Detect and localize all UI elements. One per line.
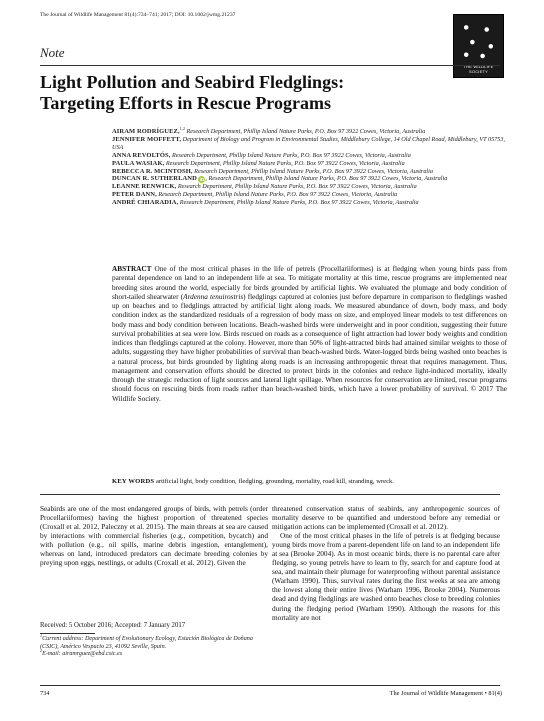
footnote-1-sup: 1 (40, 633, 43, 638)
title-line-1: Light Pollution and Seabird Fledglings: (40, 72, 345, 92)
footnote-1 (40, 633, 265, 654)
author-entry (112, 152, 507, 160)
title-line-2: Targeting Efforts in Rescue Programs (40, 93, 331, 113)
mid-divider (40, 494, 500, 495)
author-affiliation: , Research Department, Phillip Island Nature Parks, P.O. Box 97 3922 Cowes, Victoria, Australia (205, 175, 448, 183)
footnote-2 (40, 648, 265, 659)
article-title (40, 72, 440, 114)
body-paragraph: One of the most critical phases in the life of petrels is at fledging because young birds move from a parent-dependent life on land to an independent life at sea (Brooke 2004). As in most oceanic birds, there is no parental care after fledging, so young petrels have to learn to fly, search for and capture food at sea, and maintain their plumage for waterproofing without parental assistance (Warham 1990). Thus, survival rates during the first weeks at sea are among the lowest along their entire lives (Warham 1996, Brooke 2004). Numerous dead and dying fledglings are washed onto beaches close to breeding colonies during the fledging period (Warham 1990). Although the reasons for this mortality are not (272, 531, 500, 622)
author-affiliation: Research Department, Phillip Island Nature Parks, P.O. Box 97 3922 Cowes, Victoria, Australia (158, 191, 398, 199)
author-entry (112, 175, 507, 183)
author-name: PAULA WASIAK, (112, 159, 165, 167)
author-name: PETER DANN, (112, 191, 157, 199)
author-affiliation: Research Department, Phillip Island Nature Parks, P.O. Box 97 3922 Cowes, Victoria, Australia (179, 199, 419, 207)
author-list (112, 128, 507, 207)
footnote-2-text: E-mail: airamrguez@ebd.csic.es (42, 651, 123, 658)
top-divider (40, 65, 500, 66)
orcid-icon[interactable]: iD (199, 177, 205, 183)
abstract-text-1: One of the most critical phases in the life of petrels (Procellariiformes) is at fledging when young birds pass from parental dependence on land to an independent life at sea. To mitigate mortality at this time, rescue programs are implemented near breeding sites around the world, especially for birds grounded by artificial lights. We evaluated the plumage and body condition of short-tailed shearwater ( (112, 265, 508, 301)
logo-pattern (458, 19, 499, 61)
author-name: LEANNE RENWICK, (112, 183, 177, 191)
logo-label: THE WILDLIFE SOCIETY (463, 64, 494, 74)
abstract-text-2: ) fledglings captured at colonies just before departure in comparison to fledglings washed up on beaches and to fledglings attracted by artificial light along roads. We measured abundance of down, body mass, and body condition index as the standardized residuals of a regression of body mass on size, and employed linear models to test differences on body mass and body condition between locations. Beach-washed birds were underweight and in poor condition, suggesting their future survival probabilities at sea were low. Birds rescued on roads as a consequence of light attraction had lower body weights and condition indices than fledglings captured at the colony. However, more than 50% of light-attracted birds had attained similar weights to those of adults, suggesting they have higher probabilities of survival than beach-washed birds. Water-logged birds being washed onto beaches is a natural process, but birds grounded by lighting along roads is an increasing anthropogenic threat that requires management. Thus, management and conservation efforts should be directed to protect birds in the colonies and reduce light-induced mortality, ideally through the strategic reduction of light sources and lateral light spillage. When resources for conservation are limited, rescue programs should focus on rescuing birds from roads rather than beach-washed birds, which have a lower probability of survival. © 2017 The Wildlife Society. (112, 292, 507, 403)
abstract-label: ABSTRACT (112, 265, 152, 273)
author-entry (112, 183, 507, 191)
author-entry (112, 199, 507, 207)
author-affiliation: Research Department, Phillip Island Nature Parks, P.O. Box 97 3922 Cowes, Victoria, Australia (165, 159, 405, 167)
received-dates: Received: 5 October 2016; Accepted: 7 January 2017 (40, 622, 186, 629)
author-name: REBECCA R. MCINTOSH, (112, 167, 193, 175)
body-paragraph: Seabirds are one of the most endangered groups of birds, with petrels (order Procellariiformes) having the highest proportion of threatened species (Croxall et al. 2012, Paleczny et al. 2015). The main threats at sea are caused by interactions with commercial fisheries (e.g., competition, bycatch) and with pollution (e.g., oil spills, marine debris ingestion, entanglement), whereas on land, introduced predators can decimate breeding colonies by preying upon eggs, nestlings, or adults (Croxall et al. 2012). Given the (40, 504, 268, 568)
author-name: ANNA REVOLTÓS, (112, 151, 171, 159)
author-entry (112, 168, 507, 176)
species-name: Ardenna tenuirostris (183, 292, 244, 301)
body-column-right (272, 504, 500, 622)
author-entry (112, 136, 507, 152)
author-affiliation: Research Department, Phillip Island Nature Parks, P.O. Box 97 3922 Cowes, Victoria, Australia (194, 167, 433, 175)
author-sup: 1,2 (179, 126, 185, 131)
body-column-left (40, 504, 268, 567)
author-affiliation: Department of Biology and Program in Environmental Studies, Middlebury College, 14 Old Chapel Road, Middlebury, VT 05753, USA (112, 135, 506, 151)
footnote-divider (40, 633, 95, 634)
author-name: ANDRÉ CHIARADIA, (112, 199, 179, 207)
keywords-text: artificial light, body condition, fledgling, grounding, mortality, road kill, stranding, wreck. (155, 478, 394, 485)
author-name: JENNIFER MOFFETT, (112, 135, 182, 143)
footer-divider (40, 685, 500, 686)
page-number: 734 (40, 690, 50, 697)
footnotes (40, 633, 265, 659)
wildlife-society-logo-icon (453, 14, 504, 78)
keywords (112, 477, 507, 486)
author-name: AIRAM RODRÍGUEZ, (112, 128, 180, 135)
article-type: Note (40, 45, 65, 60)
keywords-label: KEY WORDS (112, 478, 155, 485)
author-affiliation: Research Department, Phillip Island Nature Parks, P.O. Box 97 3922 Cowes, Victoria, Australia (177, 183, 417, 191)
journal-citation: The Journal of Wildlife Management 81(4):734–741; 2017; DOI: 10.1002/jwmg.21237 (40, 12, 236, 18)
footnote-2-sup: 2 (40, 648, 43, 654)
footnote-1-text: Current address: Department of Evolutionary Ecology, Estación Biológica de Doñana (CSIC), Américo Vespucio 23, 41092 Seville, Spain. (40, 636, 253, 650)
author-affiliation: Research Department, Phillip Island Nature Parks, P.O. Box 97 3922 Cowes, Victoria, Australia (186, 128, 426, 135)
footer-journal: The Journal of Wildlife Management • 81(4) (389, 690, 502, 697)
author-name: DUNCAN R. SUTHERLAND (112, 175, 197, 183)
author-entry (112, 160, 507, 168)
body-paragraph: threatened conservation status of seabirds, any anthropogenic sources of mortality deserve to be quantified and understood before any remedial or mitigation actions can be implemented (Croxall et al. 2012). (272, 504, 500, 532)
author-affiliation: Research Department, Phillip Island Nature Parks, P.O. Box 97 3922 Cowes, Victoria, Australia (172, 151, 411, 159)
author-entry (112, 128, 507, 136)
abstract (112, 265, 507, 404)
